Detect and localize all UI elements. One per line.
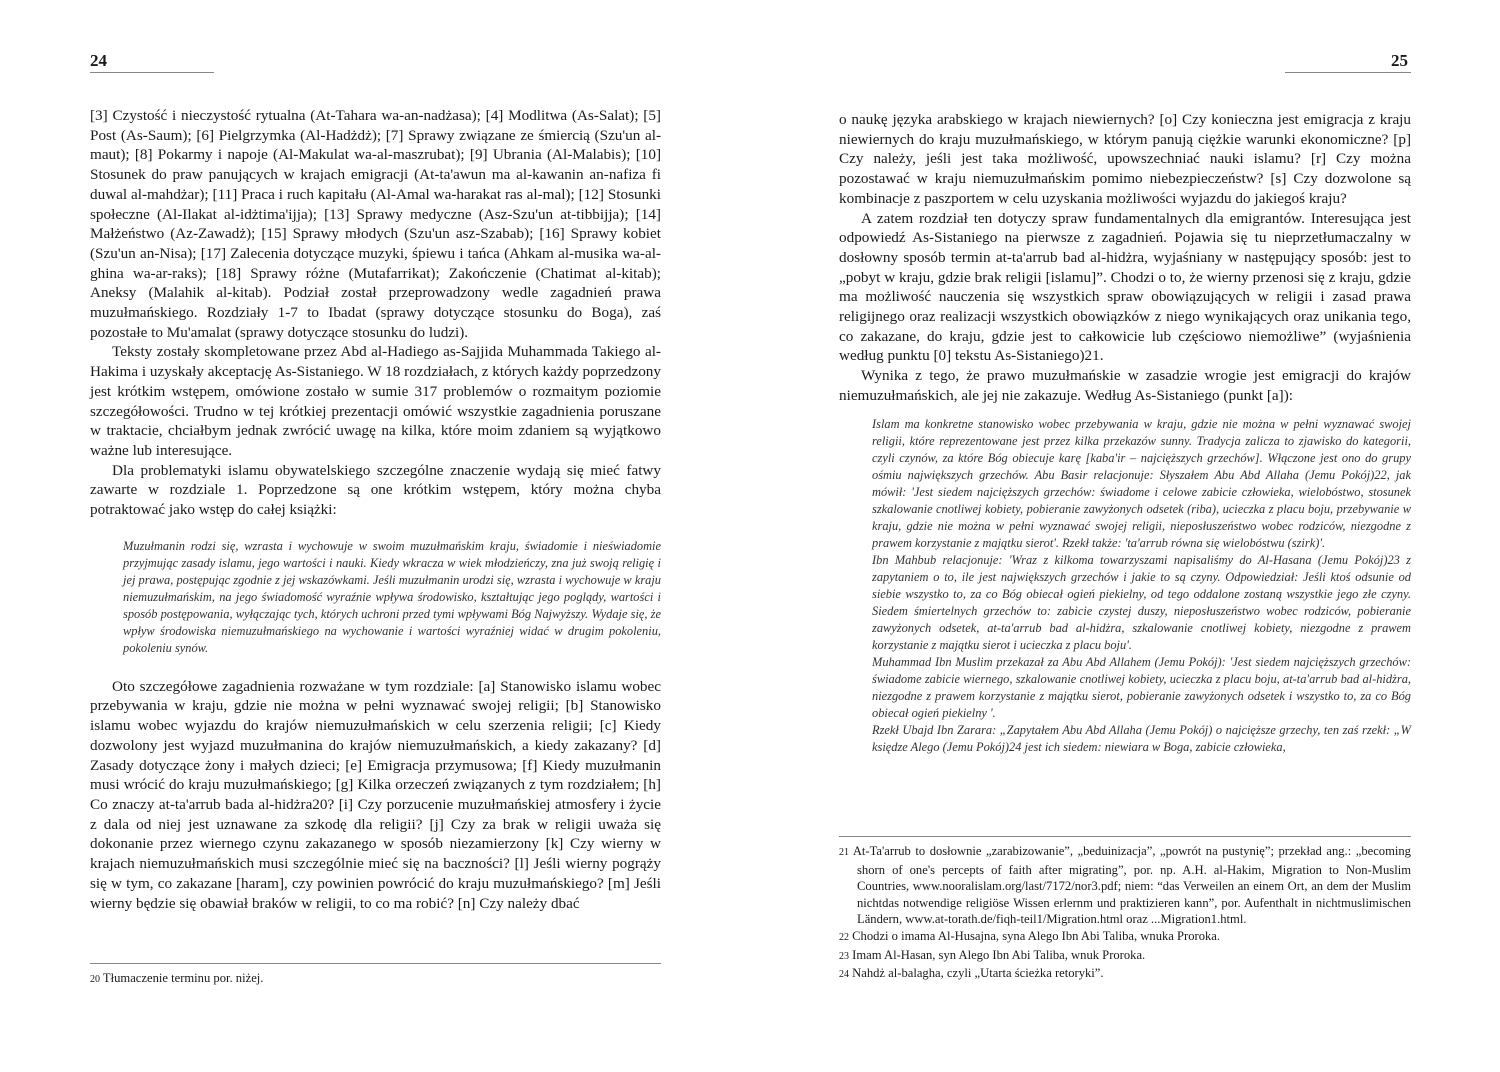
footnote-rule <box>90 963 661 964</box>
footnote-text: Tłumaczenie terminu por. niżej. <box>102 971 264 985</box>
footnotes <box>90 963 661 989</box>
paragraph: o naukę języka arabskiego w krajach niewiernych? [o] Czy konieczna jest emigracja z kraju niewiernych do kraju muzułmańskiego, w którym panują ciężkie warunki ekonomiczne? [p] Czy należy, jeśli jest taka możliwość, upowszechniać nauki islamu? [r] Czy można pozostawać w kraju niemuzułmańskim pomimo niebezpieczeństw? [s] Czy dozwolone są kombinacje z paszportem w celu uzyskania możliwości wyjazdu do jakiegoś kraju? <box>839 111 1411 207</box>
paragraph: Oto szczegółowe zagadnienia rozważane w tym rozdziale: [a] Stanowisko islamu wobec przebywania w kraju, gdzie nie można w pełni wyznawać swojej religii; [b] Stanowisko islamu wobec wyjazdu do krajów niemuzułmańskich w celu szerzenia religii; [c] Kiedy dozwolony jest wyjazd muzułmanina do krajów niemuzułmańskich, a kiedy zakazany? [d] Zasady dotyczące żony i małych dzieci; [e] Emigracja przymusowa; [f] Kiedy muzułmanin musi wrócić do kraju muzułmańskiego; [g] Kilka orzeczeń związanych z tym rozdziałem; [h] Co znaczy at-ta'arrub bada al-hidżra20? [i] Czy porzucenie muzułmańskiej atmosfery i życie z dala od niej jest uznawane za szkodę dla religii? [j] Czy za brak w religii uważa się dokonanie przez wiernego czynu zakazanego w sposób niezamierzony [k] Czy wierny w krajach niemuzułmańskich musi szczególnie mieć się na baczności? [l] Jeśli wierny pogrąży się w tym, co zakazane [haram], czy powinien powrócić do kraju muzułmańskiego? [m] Jeśli wierny będzie się obawiał braków w religii, to co ma robić? [n] Czy należy dbać <box>90 677 661 912</box>
footnote-number: 20 <box>90 974 100 985</box>
footnote-text: At-Ta'arrub to dosłownie „zarabizowanie”, „beduinizacja”, „powrót na pustynię”; przekład ang.: „becoming shorn of one's percepts of faith after migrating”, por. np. A.H. al-Hakim, Migration to Non-Muslim Countries, www.nooralislam.org/last/7172/nor3.pdf; niem: “das Verweilen an einem Ort, an dem der Muslim nichtdas notwendige religiöse Wissen erlernm und praktizieren kann”, por. Aufenthalt in nichtmuslimischen Ländern, www.at-torath.de/fiqh-teil1/Migration.html oraz ...Migration1.html. <box>852 844 1411 927</box>
quote-paragraph: Islam ma konkretne stanowisko wobec przebywania w kraju, gdzie nie można w pełni wyznawać swojej religii, które reprezentowane jest przez kilka przekazów sunny. Tradycja zalicza to zjawisko do kategorii, czyli czynów, za które Bóg obiecuje karę [kaba'ir – najcięższych grzechów]. Włączone jest ono do grupy ośmiu największych grzechów. Abu Basir relacjonuje: Słyszałem Abu Abd Allaha (Jemu Pokój)22, jak mówił: 'Jest siedem najcięższych grzechów: świadome i celowe zabicie człowieka, wielobóstwo, stosunek szkalowanie cnotliwej kobiety, pobieranie zawyżonych odsetek (riba), ucieczka z placu boju, przebywanie w kraju, gdzie nie można w pełni wyznawać swojej religii, nieposłuszeństwo wobec rodziców, niezgodne z prawem korzystanie z majątku sierot'. Rzekł także: 'ta'arrub równa się wielobóstwu (szirk)'. <box>872 416 1411 550</box>
footnote-number: 24 <box>839 969 849 981</box>
quote-paragraph: Rzekł Ubajd Ibn Zarara: „Zapytałem Abu Abd Allaha (Jemu Pokój) o najcięższe grzechy, ten zaś rzekł: „W księdze Alego (Jemu Pokój)24 jest ich siedem: niewiara w Boga, zabicie człowieka, <box>872 722 1411 754</box>
paragraph: Wynika z tego, że prawo muzułmańskie w zasadzie wrogie jest emigracji do krajów niemuzułmańskich, ale jej nie zakazuje. Według As-Sistaniego (punkt [a]): <box>839 367 1411 404</box>
paragraph: Dla problematyki islamu obywatelskiego szczególne znaczenie wydają się mieć fatwy zawarte w rozdziale 1. Poprzedzone są one krótkim wstępem, który można chyba potraktować jako wstęp do całej książki: <box>90 461 661 519</box>
block-quote <box>872 416 1411 756</box>
footnote <box>839 965 1411 984</box>
block-quote: Muzułmanin rodzi się, wzrasta i wychowuje w swoim muzułmańskim kraju, świadomie i nieświadomie przyjmując zasady islamu, jego wartości i nauki. Kiedy wkracza w wiek młodzieńczy, zna już swoją religię i jej prawa, postępując zgodnie z jej wskazówkami. Jeśli muzułmanin urodzi się, wzrasta i wychowuje w kraju niemuzułmańskim, na jego świadomość wyraźnie wpływa środowisko, kształtując jego poglądy, wartości i sposób postępowania, wyłączając tych, których uchroni przed tymi wpływami Bóg Najwyższy. Wydaje się, że wpływ środowiska niemuzułmańskiego na wychowanie i wartości wyraźniej widać w drugim pokoleniu, pokoleniu synów. <box>123 538 661 655</box>
footnotes <box>839 836 1411 984</box>
footnote <box>839 843 1411 928</box>
footnote-number: 22 <box>839 931 849 943</box>
footnote <box>90 970 661 989</box>
page-number: 25 <box>1391 51 1408 70</box>
paragraph: A zatem rozdział ten dotyczy spraw fundamentalnych dla emigrantów. Interesująca jest odpowiedź As-Sistaniego na pierwsze z zagadnień. Pojawia się tu nieprzetłumaczalny w dosłowny sposób termin at-ta'arrub bad al-hidżra, wyjaśniany w następujący sposób: jest to „pobyt w kraju, gdzie brak religii [islamu]”. Chodzi o to, że wierny przenosi się z kraju, gdzie ma możliwość nauczenia się wszystkich spraw obowiązujących w religii i zasad prawa religijnego oraz realizacji wszystkich obowiązków z niego wynikających oraz unikania tego, co zakazane, do kraju, gdzie jest to całkowicie lub częściowo niemożliwe” (wyjaśnienia według punktu [0] tekstu As-Sistaniego)21. <box>839 209 1411 365</box>
quote-paragraph: Ibn Mahbub relacjonuje: 'Wraz z kilkoma towarzyszami napisaliśmy do Al-Hasana (Jemu Pokój)23 z zapytaniem o to, ile jest największych grzechów i jakie to są czyny. Odpowiedział: Jeśli ktoś odsunie od siebie wszystko to, za co Bóg obiecał ogień piekielny, od tego oddalone zostaną wszystkie jego złe czyny. Siedem śmiertelnych grzechów to: zabicie czystej duszy, nieposłuszeństwo wobec rodziców, pobieranie zawyżonych odsetek, at-ta'arrub bad al-hidżra, szkalowanie cnotliwej kobiety, niezgodne z prawem korzystanie z majątku sierot i ucieczka z placu boju'. <box>872 552 1411 652</box>
header-rule <box>90 72 214 73</box>
footnote-text: Nahdż al-balagha, czyli „Utarta ścieżka retoryki”. <box>852 966 1104 981</box>
header-rule <box>1285 72 1411 73</box>
footnote-text: Chodzi o imama Al-Husajna, syna Alego Ibn Abi Taliba, wnuka Proroka. <box>852 928 1221 943</box>
body-text <box>90 106 661 913</box>
paragraph: Teksty zostały skompletowane przez Abd al-Hadiego as-Sajjida Muhammada Takiego al-Hakima i uzyskały akceptację As-Sistaniego. W 18 rozdziałach, z których każdy poprzedzony jest krótkim wstępem, omówione zostało w sumie 317 problemów o rozmaitym poziomie szczegółowości. Trudno w tej krótkiej prezentacji omówić wszystkie zagadnienia poruszane w traktacie, chciałbym jednak zwrócić uwagę na kilka, które moim zdaniem są wyjątkowo ważne lub interesujące. <box>90 343 661 459</box>
footnote-text: Imam Al-Hasan, syn Alego Ibn Abi Taliba, wnuk Proroka. <box>852 947 1146 962</box>
footnote-number: 21 <box>839 847 849 858</box>
right-page <box>750 0 1500 1072</box>
footnote-rule <box>839 836 1411 837</box>
page-number: 24 <box>90 51 107 70</box>
footnote <box>839 947 1411 966</box>
body-text <box>839 110 1411 756</box>
paragraph: [3] Czystość i nieczystość rytualna (At-Tahara wa-an-nadżasa); [4] Modlitwa (As-Salat); [5] Post (As-Saum); [6] Pielgrzymka (Al-Hadżdż); [7] Sprawy związane ze śmiercią (Szu'un al-maut); [8] Pokarmy i napoje (Al-Makulat wa-al-maszrubat); [9] Ubrania (Al-Malabis); [10] Stosunek do praw panujących w krajach emigracji (At-ta'awun ma al-kawanin an-nafiza fi duwal al-mahdżar); [11] Praca i ruch kapitału (Al-Amal wa-harakat ras al-mal); [12] Stosunki społeczne (Al-Ilakat al-idżtima'ijja); [13] Sprawy medyczne (Asz-Szu'un at-tibbijja); [14] Małżeństwo (Az-Zawadż); [15] Sprawy młodych (Szu'un asz-Szabab); [16] Sprawy kobiet (Szu'un an-Nisa); [17] Zalecenia dotyczące muzyki, śpiewu i tańca (Ahkam al-musika wa-al-ghina wa-ar-raks); [18] Sprawy różne (Mutafarrikat); Zakończenie (Chatimat al-kitab); Aneksy (Malahik al-kitab). Podział został przeprowadzony wedle zagadnień prawa muzułmańskiego. Rozdziały 1-7 to Ibadat (sprawy dotyczące stosunku do Boga), zaś pozostałe to Mu'amalat (sprawy dotyczące stosunku do ludzi). <box>90 107 661 341</box>
quote-paragraph: Muhammad Ibn Muslim przekazał za Abu Abd Allahem (Jemu Pokój): 'Jest siedem najcięższych grzechów: świadome zabicie wiernego, szkalowanie cnotliwej kobiety, ucieczka z placu boju, at-ta'arrub bad al-hidżra, niezgodne z prawem korzystanie z majątku sierot, pobieranie zawyżonych odsetek i wszystko to, za co Bóg obiecał ogień piekielny '. <box>872 654 1411 720</box>
footnote <box>839 928 1411 947</box>
footnote-number: 23 <box>839 950 849 962</box>
